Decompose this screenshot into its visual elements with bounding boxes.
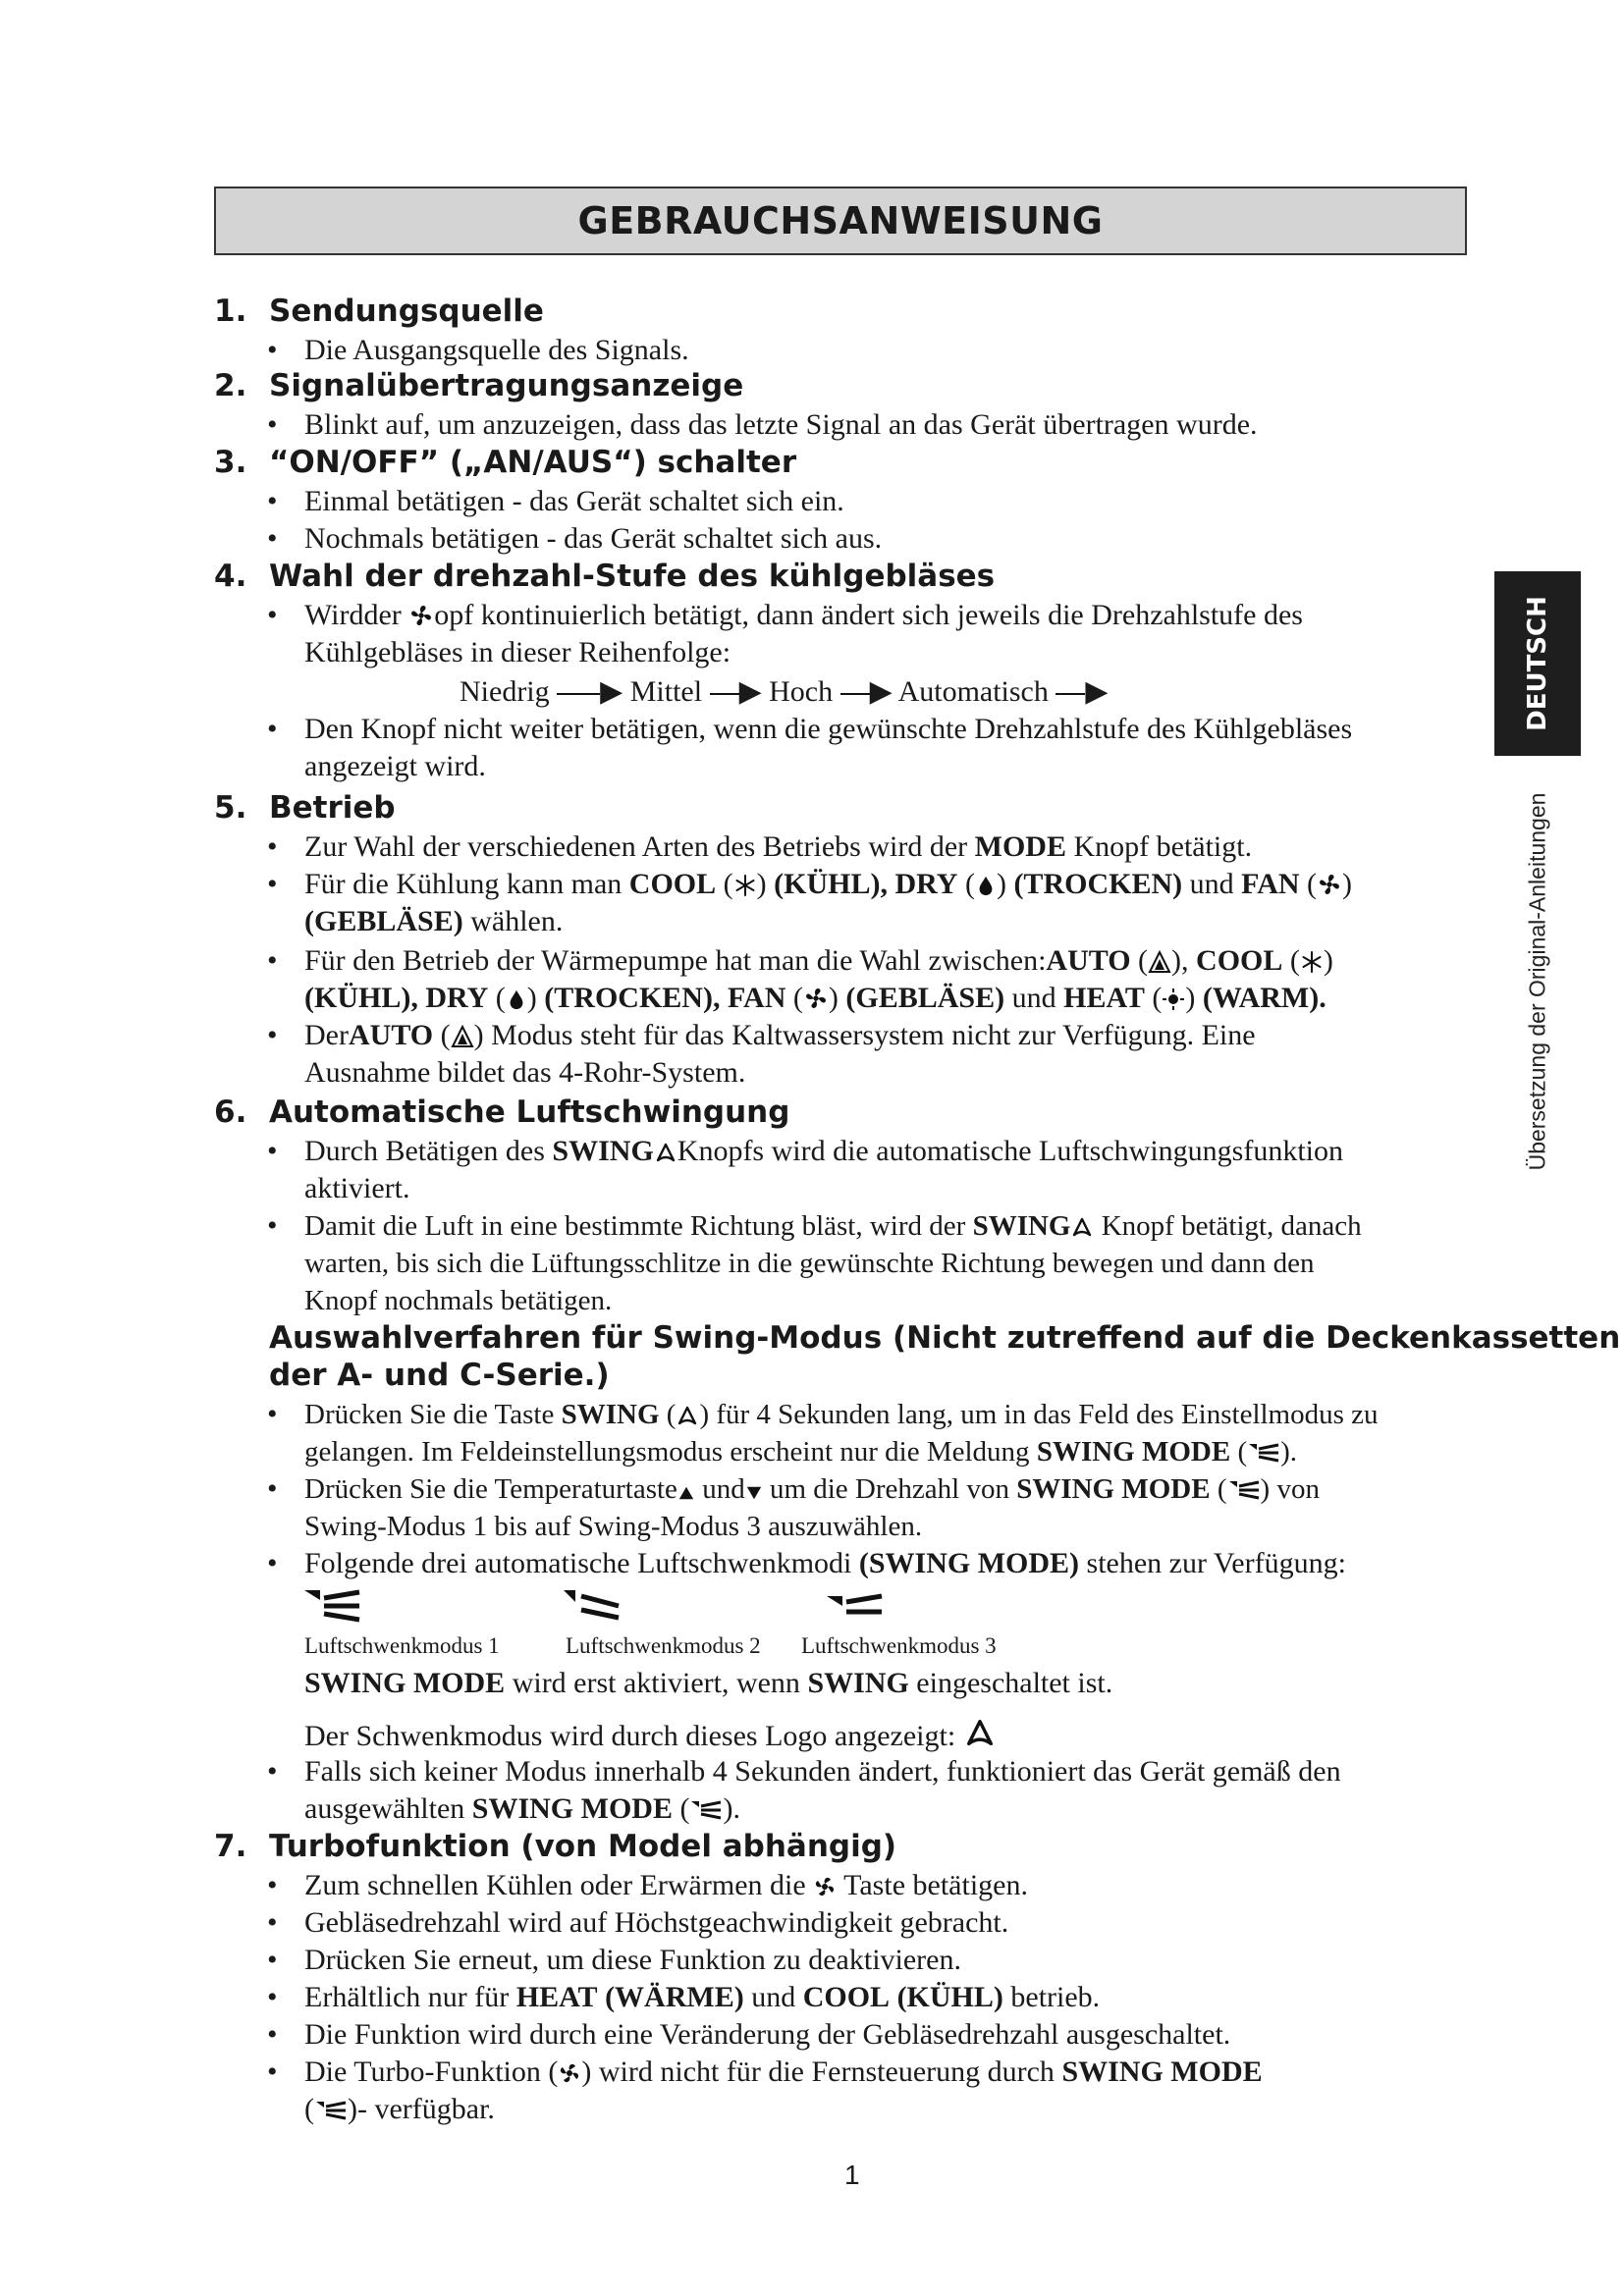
list-item: • Für die Kühlung kann man COOL ( ) (KÜHL), DRY ( ) (TROCKEN) und FAN ( ) (GEBLÄSE) wählen. [267,868,1353,937]
section-7-heading: 7. Turbofunktion (von Model abhängig) [214,1829,897,1864]
swing-icon [963,1716,997,1749]
list-item: • Die Funktion wird durch eine Veränderung der Gebläsedrehzahl ausgeschaltet. [267,2018,1231,2051]
list-item: • Drücken Sie erneut, um diese Funktion zu deaktivieren. [267,1944,961,1976]
section-2-heading: 2. Signalübertragungsanzeige [214,368,744,403]
sun-icon [1162,988,1185,1011]
list-item: • Die Turbo-Funktion ( ) wird nicht für die Fernsteuerung durch SWING MODE ( )- verfügbar. [267,2056,1263,2125]
list-item: • Durch Betätigen des SWING Knopfs wird die automatische Luftschwingungsfunktion aktiviert. [267,1135,1344,1204]
section-5-heading: 5. Betrieb [214,790,396,826]
swing-mode-2-icon [562,1588,621,1624]
swing-icon [1070,1215,1094,1239]
swing-mode-icon [1247,1441,1280,1463]
turbo-icon [813,1875,837,1898]
swing-logo-note: Der Schwenkmodus wird durch dieses Logo angezeigt: [304,1716,997,1755]
fan-icon [408,603,434,628]
swing-mode-icon [1227,1478,1261,1500]
list-item: • DerAUTO ( ) Modus steht für das Kaltwassersystem nicht zur Verfügung. Eine Ausnahme bildet das 4-Rohr-System. [267,1019,1256,1089]
swing-mode-subheading: Auswahlverfahren für Swing-Modus (Nicht zutreffend auf die Deckenkassetten [269,1320,1621,1356]
auto-icon [1148,950,1171,974]
triangle-down-icon [745,1484,763,1502]
swing-mode-icon [689,1798,723,1820]
turbo-icon [558,2061,581,2085]
triangle-up-icon [677,1484,695,1502]
list-item: • Den Knopf nicht weiter betätigen, wenn die gewünschte Drehzahlstufe des Kühlgebläses angezeigt wird. [267,713,1353,782]
snowflake-icon [733,874,757,897]
list-item: • Nochmals betätigen - das Gerät schaltet sich aus. [267,522,883,555]
drop-icon [975,874,997,897]
list-item: • Zum schnellen Kühlen oder Erwärmen die Taste betätigen. [267,1869,1028,1901]
list-item: • Drücken Sie die Temperaturtaste und um die Drehzahl von SWING MODE ( ) von Swing-Modus 1 bis auf Swing-Modus 3 auszuwählen. [267,1472,1320,1542]
swing-mode-icon [314,2099,348,2120]
arrow-icon: ▶ [738,675,762,708]
section-3-heading: 3. “ON/OFF” („AN/AUS“) schalter [214,445,797,480]
list-item: • Gebläsedrehzahl wird auf Höchstgeachwindigkeit gebracht. [267,1906,1009,1939]
list-item: • Die Ausgangsquelle des Signals. [267,334,689,366]
swing-icon [654,1141,677,1164]
arrow-icon: ▶ [600,675,623,708]
list-item: • Folgende drei automatische Luftschwenkmodi (SWING MODE) stehen zur Verfügung: [267,1547,1346,1579]
fan-icon [1317,872,1342,897]
list-item: • Drücken Sie die Taste SWING ( ) für 4 Sekunden lang, um in das Feld des Einstellmodus zu gelangen. Im Feldeinstellungsmodus erscheint nur die Meldung SWING MODE ( ). [267,1398,1379,1468]
list-item: • Wirdder opf kontinuierlich betätigt, dann ändert sich jeweils die Drehzahlstufe des Kühlgebläses in dieser Reihenfolge: [267,599,1303,668]
snowflake-icon [1300,950,1324,974]
swing-mode-2-label: Luftschwenkmodus 2 [566,1633,761,1658]
section-6-heading: 6. Automatische Luftschwingung [214,1095,790,1130]
list-item: • Falls sich keiner Modus innerhalb 4 Sekunden ändert, funktioniert das Gerät gemäß den ausgewählten SWING MODE ( ). [267,1755,1341,1825]
list-item: • Für den Betrieb der Wärmepumpe hat man die Wahl zwischen:AUTO ( ), COOL ( ) (KÜHL), DRY ( ) (TROCKEN), FAN ( ) (GEBLÄSE) und HEAT ( ) (WARM). [267,944,1333,1014]
swing-mode-3-icon [825,1588,884,1624]
auto-icon [451,1025,474,1048]
language-tab-label: DEUTSCH [1523,596,1552,731]
section-4-heading: 4. Wahl der drehzahl-Stufe des kühlgebläses [214,559,996,594]
swing-mode-1-icon [302,1588,361,1624]
list-item: • Blinkt auf, um anzuzeigen, dass das letzte Signal an das Gerät übertragen wurde. [267,408,1258,441]
swing-mode-activation-note: SWING MODE wird erst aktiviert, wenn SWING eingeschaltet ist. [304,1667,1113,1699]
swing-mode-subheading-cont: der A- und C-Serie.) [269,1358,610,1393]
list-item: • Erhältlich nur für HEAT (WÄRME) und COOL (KÜHL) betrieb. [267,1981,1101,2013]
swing-mode-3-label: Luftschwenkmodus 3 [801,1633,997,1658]
arrow-icon: ▶ [869,675,893,708]
translation-note: Übersetzung der Original-Anleitungen [1524,792,1550,1171]
swing-mode-1-label: Luftschwenkmodus 1 [304,1633,500,1658]
fan-icon [803,986,829,1011]
arrow-icon: ▶ [1085,675,1109,708]
drop-icon [506,988,527,1011]
list-item: • Zur Wahl der verschiedenen Arten des Betriebs wird der MODE Knopf betätigt. [267,830,1253,863]
page-number: 1 [844,2160,860,2190]
page-title: GEBRAUCHSANWEISUNG [214,187,1467,255]
list-item: • Damit die Luft in eine bestimmte Richtung bläst, wird der SWING Knopf betätigt, danach warten, bis sich die Lüftungsschlitze in die gewünschte Richtung bewegen und dann den Knopf nochmals betätigen. [267,1209,1362,1316]
section-1-heading: 1. Sendungsquelle [214,294,544,329]
swing-icon [676,1404,699,1427]
list-item: • Einmal betätigen - das Gerät schaltet sich ein. [267,485,844,517]
fan-speed-sequence: Niedrig ▶ Mittel ▶ Hoch ▶ Automatisch ▶ [460,675,1109,708]
